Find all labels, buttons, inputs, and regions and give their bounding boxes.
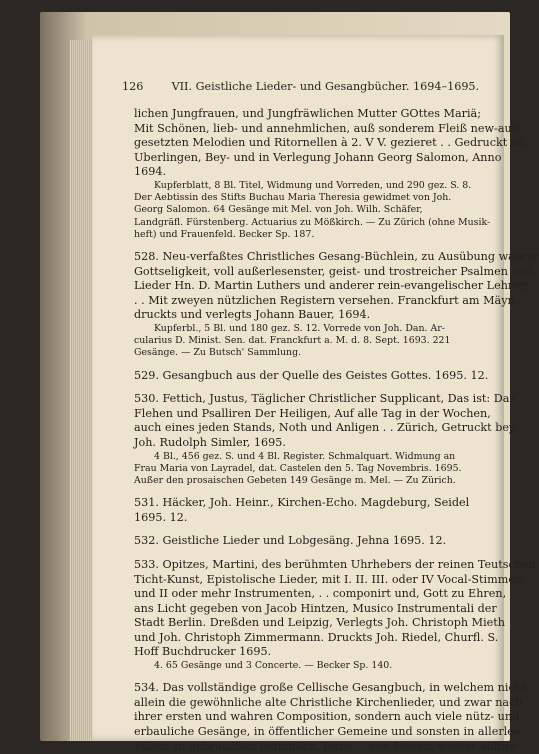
entry-note-line: heft) und Frauenfeld. Becker Sp. 187. (134, 228, 315, 240)
entry-text-line: gesetzten Melodien und Ritornellen à 2. V V. gezieret . . Gedruckt zu (134, 136, 524, 150)
entry-text-line: 529. Gesangbuch aus der Quelle des Geistes Gottes. 1695. 12. (134, 368, 489, 382)
bibliography-entry (134, 107, 524, 241)
entry-note-line: Frau Maria von Layradel, dat. Castelen den 5. Tag Novembris. 1695. (134, 462, 462, 474)
entry-text-line: 1694. (134, 165, 167, 179)
running-title: VII. Geistliche Lieder- und Gesangbücher. 1694–1695. (171, 80, 480, 93)
entry-text-line: Hoff Buchdrucker 1695. (134, 645, 272, 659)
entry-spacing (134, 241, 500, 250)
entry-spacing (134, 525, 500, 534)
entry-text-line: Flehen und Psalliren Der Heiligen, Auf alle Tag in der Wochen, (134, 406, 491, 420)
book-page (92, 35, 539, 753)
entry-text-line: Ticht-Kunst, Epistolische Lieder, mit I. II. III. oder IV Vocal-Stimmen, (134, 572, 526, 586)
entry-text-line: 532. Geistliche Lieder und Lobgesäng. Jehna 1695. 12. (134, 534, 447, 548)
bibliography-entry (134, 496, 500, 525)
entry-text-line: Lieder Hn. D. Martin Luthers und anderer rein-evangelischer Lehrer; (134, 279, 530, 293)
entry-text-line: 531. Häcker, Joh. Heinr., Kirchen-Echo. Magdeburg, Seidel (134, 496, 470, 510)
entry-text-line: allein die gewöhnliche alte Christliche Kirchenlieder, und zwar nach (134, 695, 523, 709)
entry-note-line: 4 Bl., 456 gez. S. und 4 Bl. Register. Schmalquart. Widmung an (154, 450, 456, 462)
entry-spacing (134, 487, 500, 496)
entry-text-line: 528. Neu-verfaßtes Christliches Gesang-Büchlein, zu Ausübung wahrer (134, 249, 539, 263)
entry-text-line: Fällen zu gebrauchen befindlich. Jetzo . . von Neuem wieder auffge- (134, 739, 520, 753)
page-number: 126 (122, 80, 144, 93)
entry-text-line: Stadt Berlin. Dreßden und Leipzig, Verlegts Joh. Christoph Mieth (134, 616, 505, 630)
entry-text-line: erbauliche Gesänge, in öffentlicher Gemeine und sonsten in allerley (134, 725, 521, 739)
entry-text-line: Gottseligkeit, voll außerlesenster, geist- und trostreicher Psalmen und (134, 264, 534, 278)
entry-note-line: Kupferbl., 5 Bl. und 180 gez. S. 12. Vorrede von Joh. Dan. Ar- (154, 322, 445, 334)
entry-note-line: cularius D. Minist. Sen. dat. Franckfurt a. M. d. 8. Sept. 1693. 221 (134, 335, 451, 347)
entry-text-line: ans Licht gegeben von Jacob Hintzen, Musico Instrumentali der (134, 601, 497, 615)
entry-spacing (134, 672, 500, 681)
entry-text-line: . . Mit zweyen nützlichen Registern versehen. Franckfurt am Mäyn, (134, 293, 519, 307)
entry-text-line: 533. Opitzes, Martini, des berühmten Uhrhebers der reinen Teutschen (134, 557, 536, 571)
entry-text-line: 534. Das vollständige große Cellische Gesangbuch, in welchem nicht (134, 681, 527, 695)
entry-spacing (134, 549, 500, 558)
bibliography-entry (134, 557, 536, 672)
bibliography-entry (134, 249, 539, 360)
bibliography-entry (134, 534, 500, 549)
bibliography-entry (134, 681, 527, 754)
entry-text-line: 1695. 12. (134, 510, 188, 524)
entry-note-line: Kupferblatt, 8 Bl. Titel, Widmung und Vorreden, und 290 gez. S. 8. (154, 179, 472, 191)
entry-text-line: und Joh. Christoph Zimmermann. Druckts Joh. Riedel, Churfl. S. (134, 630, 499, 644)
entry-text-line: Joh. Rudolph Simler, 1695. (134, 435, 286, 449)
running-head (122, 80, 502, 93)
entry-note-line: Georg Salomon. 64 Gesänge mit Mel. von Joh. Wilh. Schäfer, (134, 204, 423, 216)
entry-note-line: Außer den prosaischen Gebeten 149 Gesänge m. Mel. — Zu Zürich. (134, 474, 456, 486)
entry-text-line: auch eines jeden Stands, Noth und Anligen . . Zürich, Getruckt bey (134, 421, 516, 435)
entry-text-line: ihrer ersten und wahren Composition, sondern auch viele nütz- und (134, 710, 520, 724)
entry-note-line: Gesänge. — Zu Butsch' Sammlung. (134, 347, 302, 359)
entry-spacing (134, 360, 500, 369)
entry-note-line: 4. 65 Gesänge und 3 Concerte. — Becker Sp. 140. (154, 660, 393, 672)
entry-text-line: Mit Schönen, lieb- und annehmlichen, auß sonderem Fleiß new-auff- (134, 121, 524, 135)
entry-text-line: lichen Jungfrauen, und Jungfräwlichen Mutter GOttes Mariä; (134, 107, 481, 120)
page-edges (70, 40, 94, 741)
entry-text-line: 530. Fettich, Justus, Täglicher Christlicher Supplicant, Das ist: Das (134, 392, 516, 406)
bibliography-entry (134, 369, 500, 384)
entry-note-line: Der Aebtissin des Stifts Buchau Maria Theresia gewidmet von Joh. (134, 192, 452, 204)
entry-note-line: Landgräfl. Fürstenberg. Actuarius zu Mößkirch. — Zu Zürich (ohne Musik- (134, 216, 491, 228)
entry-text-line: und II oder mehr Instrumenten, . . componirt und, Gott zu Ehren, (134, 587, 507, 601)
bibliography-entry (134, 392, 516, 487)
entry-text-line: Uberlingen, Bey- und in Verlegung Johann Georg Salomon, Anno (134, 150, 502, 164)
entry-text-line: druckts und verlegts Johann Bauer, 1694. (134, 308, 371, 322)
entry-spacing (134, 383, 500, 392)
page-body (134, 107, 539, 754)
